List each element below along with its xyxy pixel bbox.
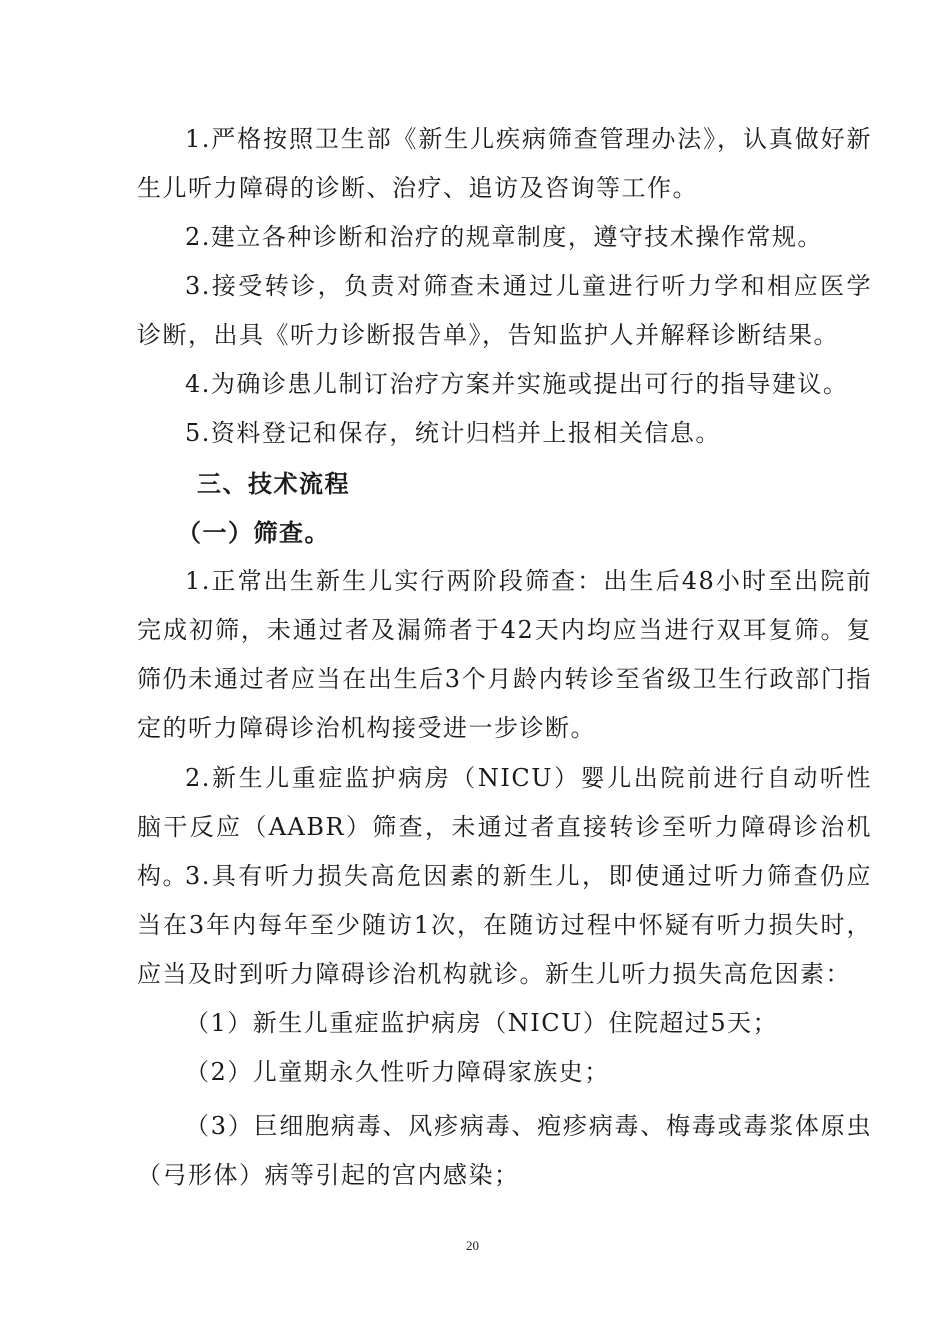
page-number: 20 <box>466 1238 479 1253</box>
paragraph-screening-3: 3.具有听力损失高危因素的新生儿，即使通过听力筛查仍应当在3年内每年至少随访1次，在随访过程中怀疑有听力损失时，应当及时到听力障碍诊治机构就诊。新生儿听力损失高危因素： <box>137 862 872 988</box>
risk-factor-item: （3）巨细胞病毒、风疹病毒、疱疹病毒、梅毒或毒浆体原虫（弓形体）病等引起的宫内感染； <box>137 1112 872 1189</box>
subsection-heading: （一）筛查。 <box>177 518 330 547</box>
risk-factor-item: （1）新生儿重症监护病房（NICU）住院超过5天； <box>185 1009 779 1037</box>
section-heading: 三、技术流程 <box>197 470 350 498</box>
paragraph-duty-3: 3.接受转诊，负责对筛查未通过儿童进行听力学和相应医学诊断，出具《听力诊断报告单》，告知监护人并解释诊断结果。 <box>137 272 872 349</box>
paragraph-duty-2: 2.建立各种诊断和治疗的规章制度，遵守技术操作常规。 <box>185 223 823 251</box>
paragraph-duty-5: 5.资料登记和保存，统计归档并上报相关信息。 <box>185 419 721 447</box>
paragraph-screening-1: 1.正常出生新生儿实行两阶段筛查：出生后48小时至出院前完成初筛，未通过者及漏筛者于42天内均应当进行双耳复筛。复筛仍未通过者应当在出生后3个月龄内转诊至省级卫生行政部门指定的听力障碍诊治机构接受进一步诊断。 <box>137 567 872 742</box>
paragraph-duty-1: 1.严格按照卫生部《新生儿疾病筛查管理办法》，认真做好新生儿听力障碍的诊断、治疗、追访及咨询等工作。 <box>137 125 872 202</box>
risk-factor-item: （2）儿童期永久性听力障碍家族史； <box>185 1058 610 1086</box>
paragraph-screening-2: 2.新生儿重症监护病房（NICU）婴儿出院前进行自动听性脑干反应（AABR）筛查，未通过者直接转诊至听力障碍诊治机构。 <box>137 764 872 890</box>
paragraph-duty-4: 4.为确诊患儿制订治疗方案并实施或提出可行的指导建议。 <box>185 370 849 398</box>
